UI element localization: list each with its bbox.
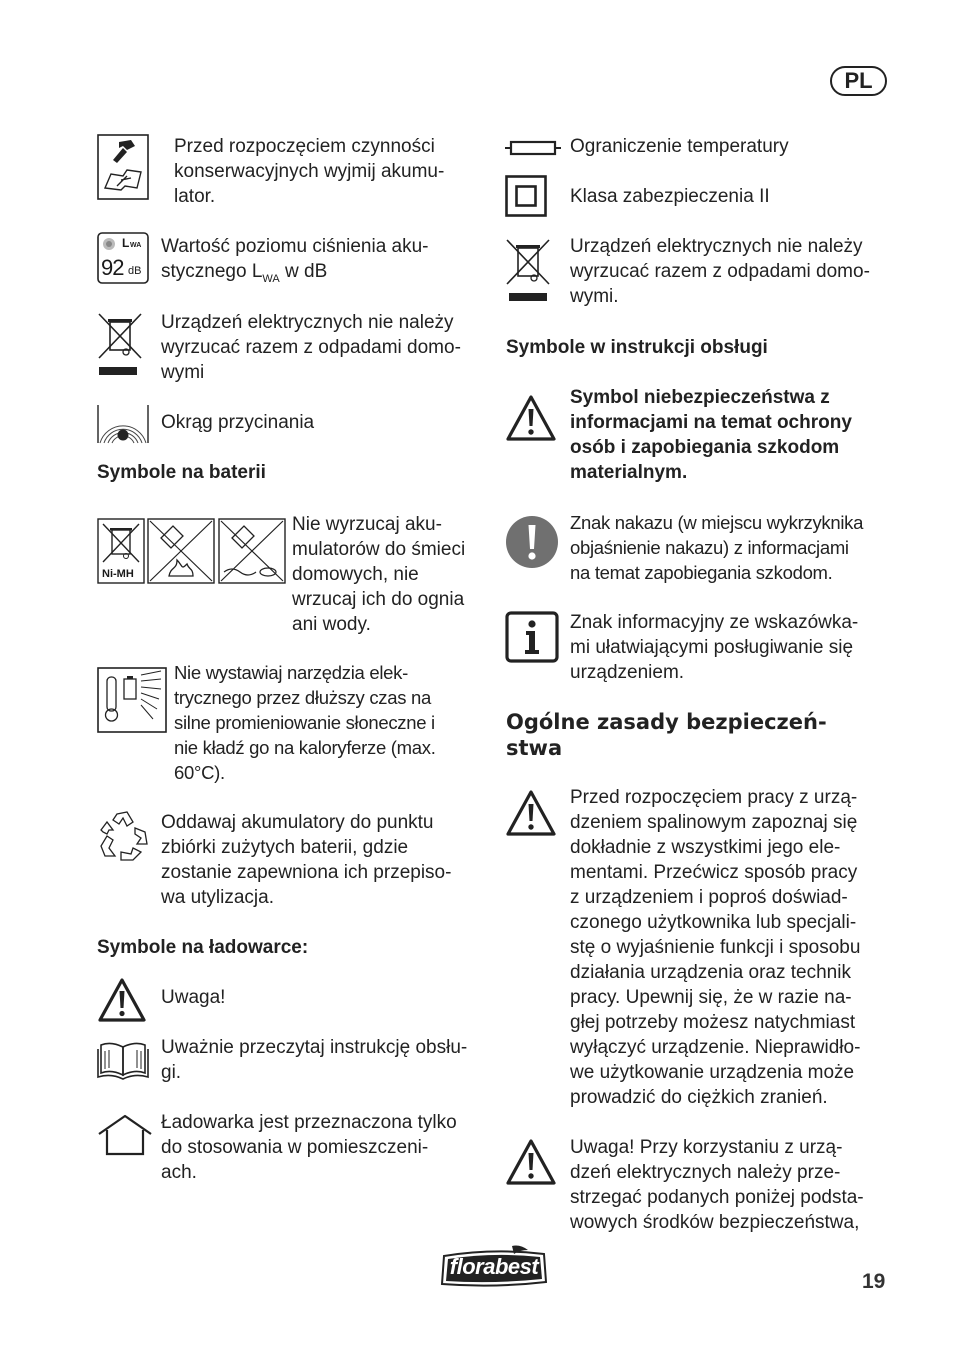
indoor-text: Ładowarka jest przeznaczona tylko do stosowania w pomieszczeni- ach. (161, 1112, 457, 1183)
safety-paragraph-1: Przed rozpoczęciem pracy z urzą- dzeniem spalinowym zapoznaj się dokładnie z wszystkimi jego ele- mentami. Przećwicz sposób pracy z urządzeniem i poproś doświad- czonego użytkownika lub specjali- stę o wyjaśnienie funkcji i sposobu działania urządzenia oraz technik pracy. Upewnij się, że w razie na- głej potrzeby możesz natychmiast wyłączyć urządzenie. Nieprawidło- we użytkowanie urządzenia może prowadzić do ciężkich zranień. (570, 787, 861, 1108)
sound-level-text (161, 234, 481, 292)
cutting-circle-icon (97, 403, 149, 445)
temperature-limit-icon (505, 139, 561, 157)
sun-text: Nie wystawiaj narzędzia elek- trycznego przez dłuższy czas na silne promieniowanie słoneczne i nie kładź go na kaloryferze (max. 60°C). (174, 662, 436, 783)
battery-bin-icon (97, 518, 145, 584)
maintenance-text: Przed rozpoczęciem czynności konserwacyjnych wyjmij akumu- lator. (174, 136, 445, 207)
mandatory-sign-icon (505, 515, 559, 569)
danger-symbol-text: Symbol niebezpieczeństwa z informacjami na temat ochrony osób i zapobiegania szkodom materialnym. (570, 387, 852, 483)
protection-class-icon (505, 175, 547, 217)
maintenance-manual-icon (97, 134, 149, 200)
charger-warning-text: Uwaga! (161, 987, 226, 1008)
manual-symbols-heading: Symbole w instrukcji obsługi (506, 337, 768, 358)
info-sign-text: Znak informacyjny ze wskazówka- mi ułatwiającymi posługiwanie się urządzeniem. (570, 612, 859, 683)
no-fire-icon (147, 518, 215, 584)
sound-icon-label-sub: WA (130, 242, 142, 249)
sound-level-text-end: w dB (279, 261, 328, 282)
safety-warning-icon-1 (505, 789, 557, 837)
protection-class-text: Klasa zabezpieczenia II (570, 186, 770, 207)
safety-warning-icon-2 (505, 1138, 557, 1186)
battery-symbols-heading: Symbole na baterii (97, 462, 266, 483)
battery-icon-label: Ni-MH (102, 568, 134, 580)
sound-level-icon (97, 232, 149, 284)
florabest-logo (438, 1244, 550, 1288)
temperature-limit-text: Ograniczenie temperatury (570, 136, 789, 157)
sound-level-text-main: Wartość poziomu ciśnienia aku- stycznego L (161, 236, 429, 282)
sound-icon-unit: dB (128, 265, 142, 277)
safety-paragraph-2: Uwaga! Przy korzystaniu z urzą- dzeń elektrycznych należy prze- strzegać podanych poniżej podsta- wowych środków bezpieczeństwa, (570, 1137, 864, 1233)
crossed-bin-icon (97, 312, 143, 378)
cutting-circle-text: Okrąg przycinania (161, 412, 315, 433)
manual-book-icon (97, 1039, 149, 1081)
mandatory-sign-text: Znak nakazu (w miejscu wykrzyknika objaśnienie nakazu) z informacjami na temat zapobiegania szkodom. (570, 512, 864, 583)
logo-text: florabest (449, 1254, 539, 1279)
crossed-bin-icon-2 (505, 238, 551, 304)
sound-level-subscript: WA (262, 272, 280, 285)
sound-icon-value: 92 (101, 255, 124, 280)
bin-text-2: Urządzeń elektrycznych nie należy wyrzucać razem z odpadami domo- wymi. (570, 236, 870, 307)
sound-icon-label: L (122, 236, 130, 250)
safety-heading: Ogólne zasady bezpieczeń- stwa (506, 710, 827, 760)
battery-text: Nie wyrzucaj aku- mulatorów do śmieci domowych, nie wrzucaj ich do ognia ani wody. (292, 514, 466, 635)
read-manual-text: Uważnie przeczytaj instrukcję obsłu- gi. (161, 1037, 468, 1083)
charger-symbols-heading: Symbole na ładowarce: (97, 937, 309, 958)
recycle-icon (97, 808, 153, 864)
danger-symbol-icon (505, 394, 557, 442)
warning-icon (97, 977, 147, 1023)
info-sign-icon (505, 611, 559, 663)
page-number: 19 (862, 1270, 886, 1293)
language-badge: PL (830, 66, 887, 96)
no-water-icon (218, 518, 286, 584)
sun-heat-icon (97, 667, 167, 733)
recycle-text: Oddawaj akumulatory do punktu zbiórki zużytych baterii, gdzie zostanie zapewniona ich przepiso- wa utylizacja. (161, 812, 452, 908)
bin-text: Urządzeń elektrycznych nie należy wyrzucać razem z odpadami domo- wymi (161, 312, 461, 383)
indoor-house-icon (97, 1114, 153, 1156)
